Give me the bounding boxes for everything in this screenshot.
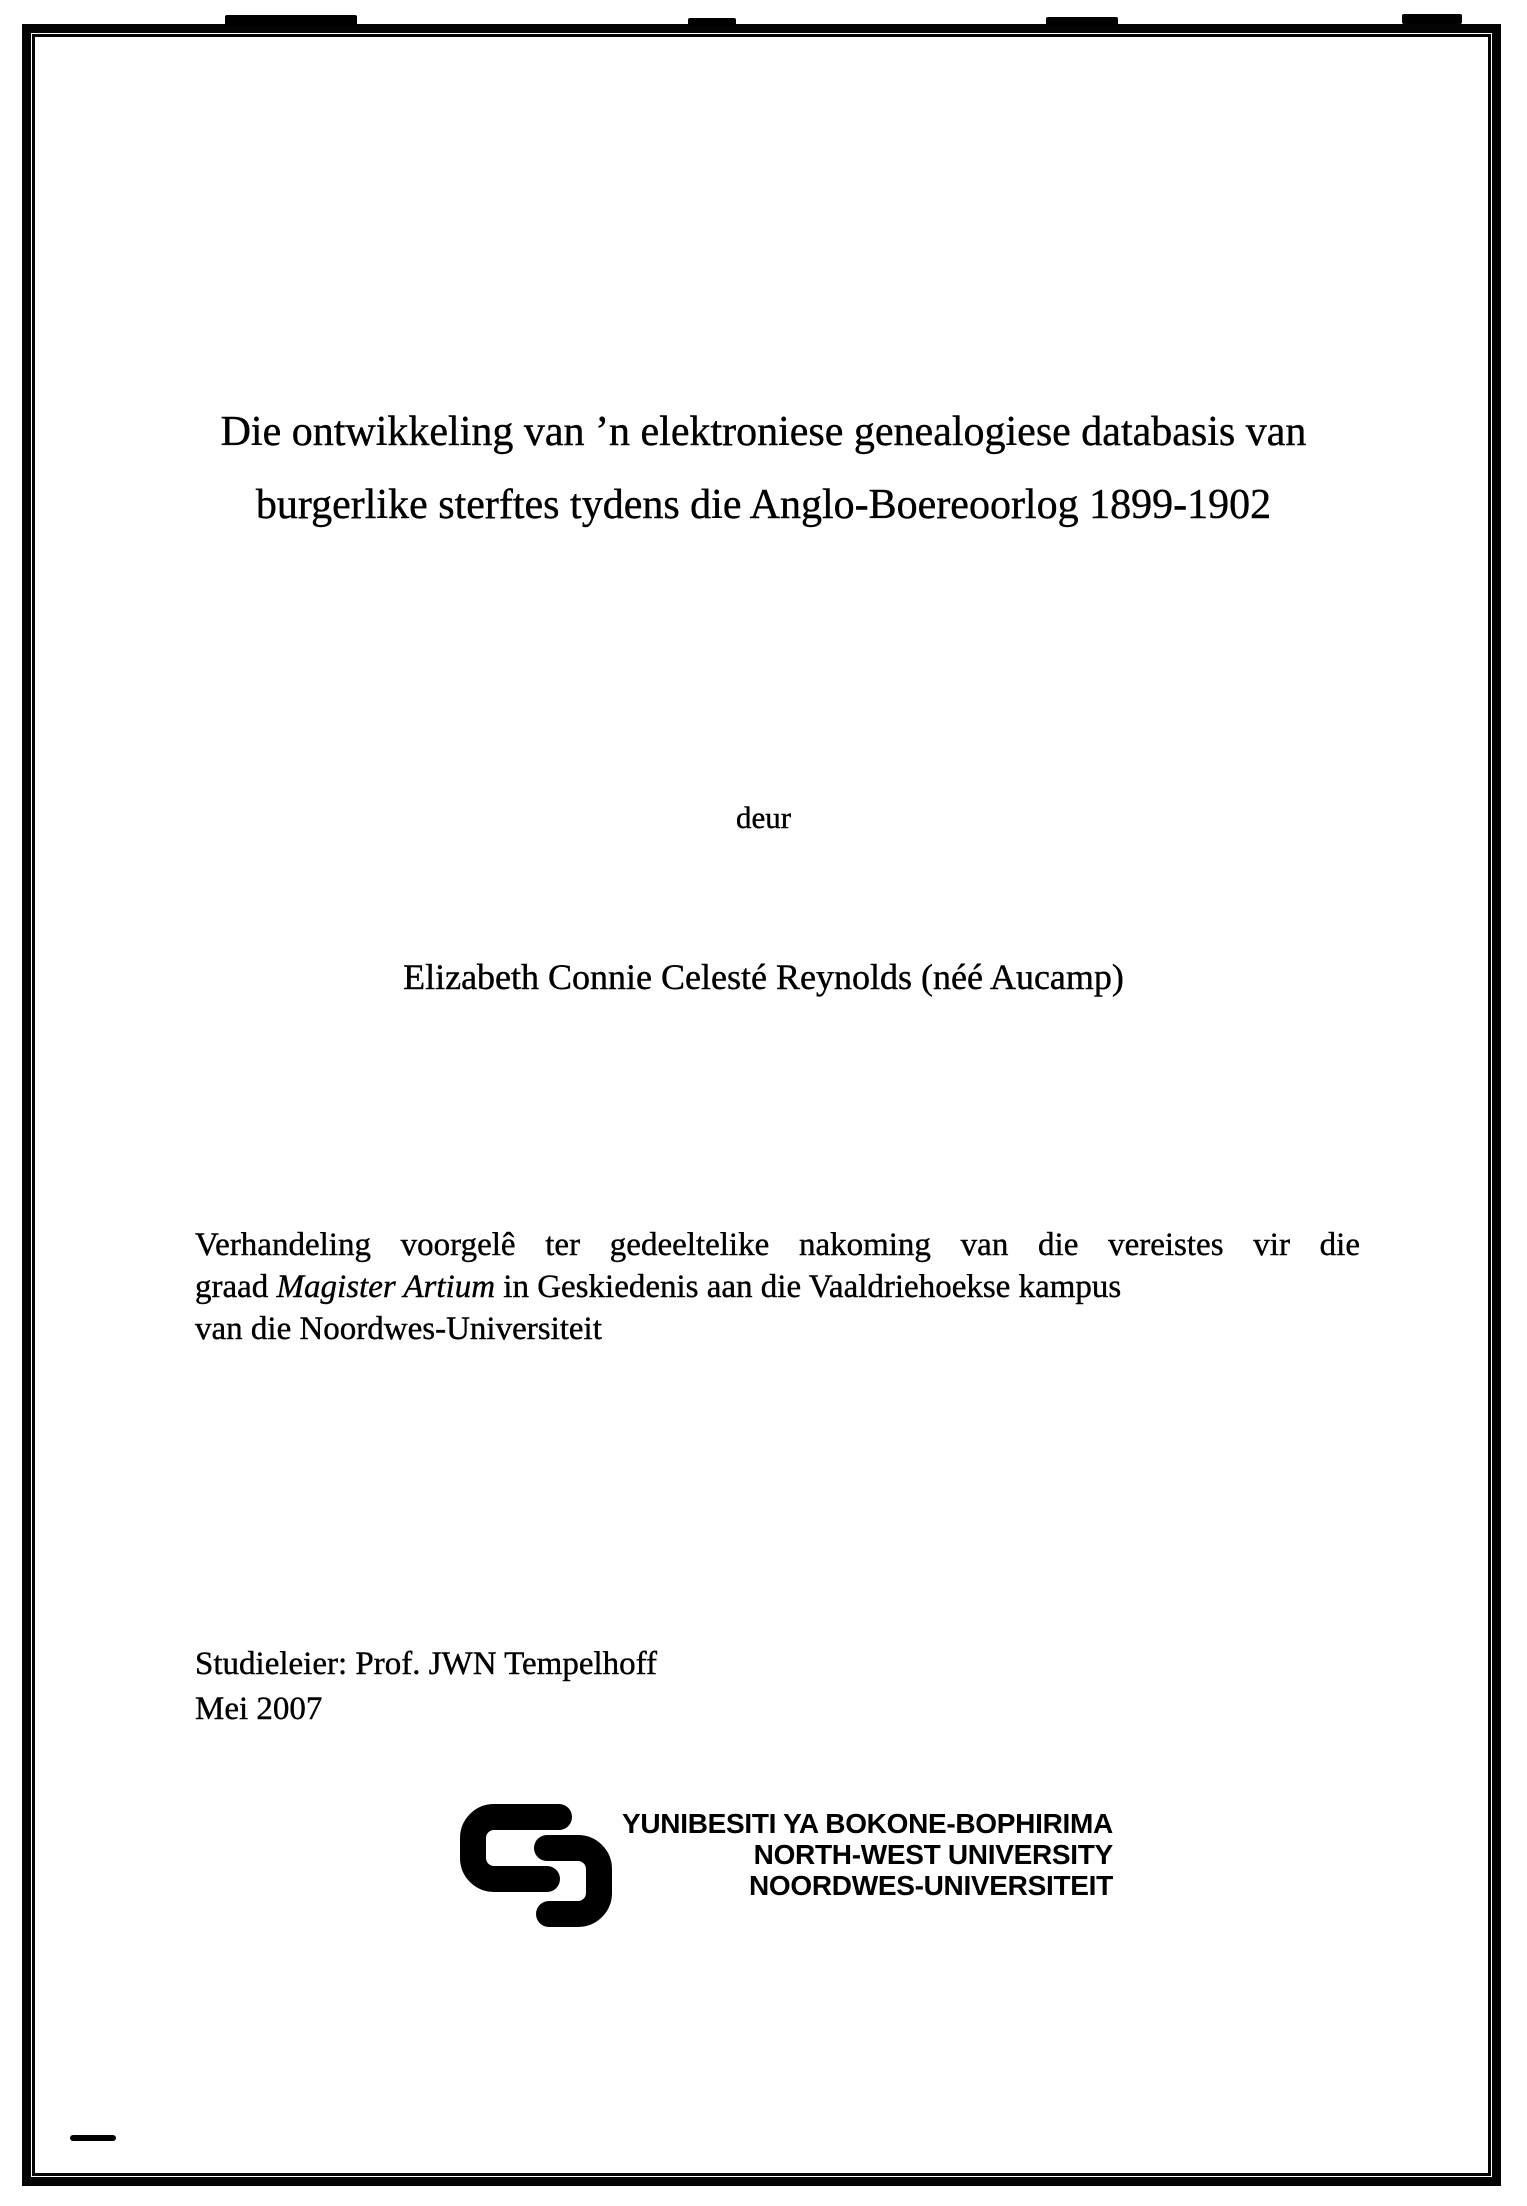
nwu-logo-icon [460, 1802, 612, 1929]
scan-artifact [1402, 14, 1462, 24]
statement-line-2-suffix: in Geskiedenis aan die Vaaldriehoekse kampus [495, 1269, 1122, 1305]
logo-line-afrikaans: NOORDWES-UNIVERSITEIT [748, 1870, 1113, 1901]
date-line: Mei 2007 [195, 1691, 323, 1727]
degree-statement-line-1: Verhandeling voorgelê ter gedeeltelike nakoming van die vereistes vir die [195, 1227, 1360, 1263]
supervisor-block [195, 1642, 657, 1732]
university-logo [460, 1798, 1113, 1929]
scan-artifact [225, 15, 357, 26]
thesis-title-line-2: burgerlike sterftes tydens die Anglo-Boereoorlog 1899-1902 [255, 482, 1272, 528]
statement-line-2-prefix: graad [195, 1269, 277, 1305]
scan-artifact [70, 2135, 116, 2141]
byline-deur: deur [735, 800, 792, 835]
degree-statement [195, 1224, 1360, 1350]
thesis-title [0, 396, 1527, 542]
logo-line-setswana: YUNIBESITI YA BOKONE-BOPHIRIMA [622, 1808, 1113, 1839]
degree-name-italic: Magister Artium [276, 1269, 496, 1305]
logo-line-english: NORTH-WEST UNIVERSITY [753, 1839, 1113, 1870]
author-name: Elizabeth Connie Celesté Reynolds (néé Aucamp) [403, 957, 1124, 997]
thesis-title-line-1: Die ontwikkeling van ’n elektroniese genealogiese databasis van [220, 409, 1307, 455]
degree-statement-line-3: van die Noordwes-Universiteit [195, 1311, 602, 1347]
degree-statement-line-2 [195, 1266, 1360, 1308]
supervisor-line: Studieleier: Prof. JWN Tempelhoff [195, 1646, 658, 1682]
university-logo-text [622, 1798, 1113, 1901]
scan-artifact [1046, 17, 1118, 26]
scan-artifact [688, 18, 736, 26]
